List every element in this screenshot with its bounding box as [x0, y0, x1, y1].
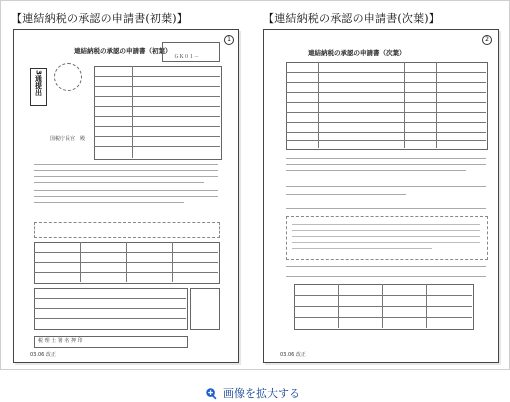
business-category-grid	[294, 284, 474, 330]
left-page-number: 1	[224, 35, 234, 45]
enlarge-image-label: 画像を拡大する	[223, 387, 300, 400]
subsidiary-table	[286, 62, 488, 150]
business-type-grid	[34, 242, 220, 284]
right-page-number: 2	[482, 35, 492, 45]
left-footer-code: 03.06 改正	[30, 352, 56, 358]
zoom-in-icon	[205, 387, 218, 400]
right-document-image[interactable]	[263, 29, 499, 363]
side-box	[190, 288, 220, 330]
left-form-title: 連結納税の承認の申請書（初葉）	[74, 47, 172, 55]
office-suffix: 殿	[80, 136, 86, 142]
submission-stamp: 3通提出	[30, 68, 47, 106]
right-form-title: 連結納税の承認の申請書（次葉）	[308, 49, 406, 57]
receipt-seal	[54, 63, 82, 91]
enlarge-image-link[interactable]	[205, 385, 300, 401]
form-code: ＧＫ０１－	[174, 54, 200, 60]
left-doc-caption: 【連結納税の承認の申請書(初葉)】	[11, 12, 188, 25]
notes-frame	[34, 222, 220, 238]
office-name: 国税庁長官	[50, 136, 76, 142]
period-table	[34, 288, 188, 330]
left-document-image[interactable]	[13, 29, 239, 363]
tax-accountant-label: 税 理 士 署 名 押 印	[38, 338, 83, 344]
right-footer-code: 03.06 改正	[280, 352, 306, 358]
explanation-frame	[286, 216, 488, 260]
right-doc-caption: 【連結納税の承認の申請書(次葉)】	[263, 12, 440, 25]
